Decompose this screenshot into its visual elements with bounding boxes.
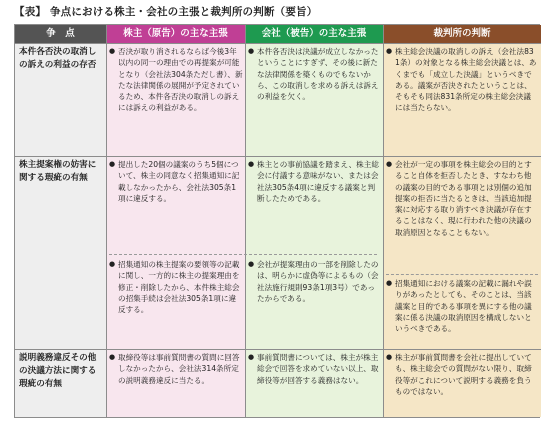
- row-divider: [15, 349, 541, 350]
- header-plaintiff: 株主（原告）の主な主張: [106, 25, 245, 43]
- row1-plaintiff-item: ● 否決が取り消されるならば今後3年以内の同一の理由での再提案が可能となり（会社法304条ただし書）、新たな法律関係の展開が予定されているため、本件各否決の取消しの訴えには訴えの利益がある。: [109, 47, 243, 113]
- dashed-divider: [109, 254, 377, 255]
- bullet-icon: ●: [109, 47, 116, 55]
- row2-plaintiff-item-2: ● 招集通知の株主提案の要領等の記載に関し、一方的に株主の提案理由を修正・削除したから、本件株主総会の招集手続は会社法305条1項に違反する。: [109, 260, 240, 315]
- column-divider: [383, 25, 384, 417]
- bullet-icon: ●: [248, 353, 255, 361]
- header-court: 裁判所の判断: [383, 25, 541, 43]
- bullet-icon: ●: [386, 353, 393, 361]
- row1-court-item: ● 株主総会決議の取消しの訴え（会社法831条）の対象となる株主総会決議とは、あくまでも「成立した決議」というべきである。議案が否決されたということは、そもそも同法831条所定の株主総会決議には当たらない。: [386, 47, 537, 113]
- row3-plaintiff-item: ● 取締役等は事前質問書の質問に回答しなかったから、会社法314条所定の説明義務違反に当たる。: [109, 353, 240, 385]
- column-divider: [245, 25, 246, 417]
- row2-defendant-item-2: ● 会社が提案理由の一部を削除したのは、明らかに虚偽等によるもの（会社法施行規則93条1項3号）であったからである。: [248, 260, 379, 303]
- bullet-icon: ●: [248, 47, 255, 55]
- row-divider: [15, 43, 541, 44]
- row2-court-item-1: ● 会社が一定の事項を株主総会の目的とすること自体を拒否したとき、すなわち他の議案の目的である事項とは別個の追加提案の拒否に当たるときは、当該追加提案に対応する取り消すべき決議が存在することはなく、現に行われた他の決議の取消原因となることもない。: [386, 160, 532, 237]
- row2-court-item-2: ● 招集通知における議案の記載に漏れや誤りがあったとしても、そのことは、当該議案と目的である事項を異にする他の議案に係る決議の取消原因を構成しないというべきである。: [386, 279, 532, 334]
- dashed-divider: [386, 274, 538, 275]
- table-title: 【表】 争点における株主・会社の主張と裁判所の判断（要旨）: [14, 6, 318, 18]
- row2-plaintiff-item-1: ● 提出した20個の議案のうち5個について、株主の同意なく招集通知に記載しなかったから、会社法305条1項に違反する。: [109, 160, 240, 203]
- row1-issue: 本件各否決の取消しの訴えの利益の存否: [15, 43, 106, 156]
- bullet-icon: ●: [386, 279, 393, 287]
- bullet-icon: ●: [248, 260, 255, 268]
- row-divider: [15, 156, 541, 157]
- bullet-icon: ●: [109, 260, 116, 268]
- row3-court-item: ● 株主が事前質問書を会社に提出していても、株主総会での質問がない限り、取締役等がこれについて説明する義務を負うものではない。: [386, 353, 532, 396]
- bullet-icon: ●: [386, 47, 393, 55]
- column-divider: [106, 25, 107, 417]
- bullet-icon: ●: [109, 160, 116, 168]
- row2-defendant-item-1: ● 株主との事前協議を踏まえ、株主総会に付議する意味がない、または会社法305条4項に違反する議案と判断したためである。: [248, 160, 379, 203]
- header-defendant: 会社（被告）の主な主張: [245, 25, 383, 43]
- bullet-icon: ●: [248, 160, 255, 168]
- header-issue: 争 点: [15, 25, 106, 43]
- bullet-icon: ●: [109, 353, 116, 361]
- row1-defendant-item: ● 本件各否決は決議が成立しなかったということにすぎず、その後に新たな法律関係を築くものでもないから、この取消しを求める訴えは訴えの利益を欠く。: [248, 47, 379, 102]
- bullet-icon: ●: [386, 160, 393, 168]
- row3-defendant-item: ● 事前質問書については、株主が株主総会で回答を求めていない以上、取締役等が回答する義務はない。: [248, 353, 379, 385]
- row2-issue: 株主提案権の妨害に関する瑕疵の有無: [15, 156, 106, 349]
- comparison-table: [14, 24, 540, 418]
- row3-issue: 説明義務違反その他の決議方法に関する瑕疵の有無: [15, 349, 106, 417]
